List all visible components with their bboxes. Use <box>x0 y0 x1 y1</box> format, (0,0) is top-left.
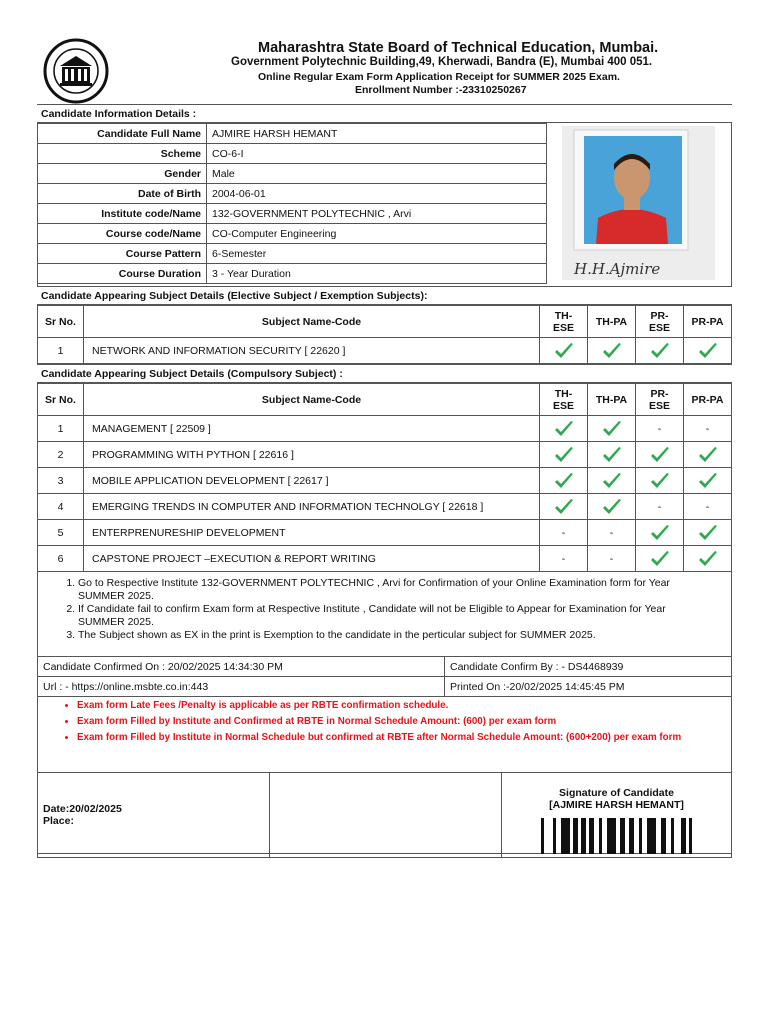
info-label: Gender <box>38 164 207 184</box>
check-icon <box>649 549 671 569</box>
subject-mark <box>588 442 636 468</box>
subject-mark <box>636 442 684 468</box>
check-icon <box>553 341 575 361</box>
info-label: Course Duration <box>38 264 207 284</box>
check-icon <box>553 419 575 439</box>
check-icon <box>697 471 719 491</box>
info-value: 6-Semester <box>207 244 547 264</box>
enrollment-number: Enrollment Number :-23310250267 <box>355 84 527 96</box>
subject-name: PROGRAMMING WITH PYTHON [ 22616 ] <box>84 442 540 468</box>
subject-mark: - <box>684 416 732 442</box>
subject-name: MOBILE APPLICATION DEVELOPMENT [ 22617 ] <box>84 468 540 494</box>
subject-mark: - <box>588 520 636 546</box>
photo-signature: H.H.Ajmire <box>574 260 661 278</box>
source-url: Url : - https://online.msbte.co.in:443 <box>38 677 445 697</box>
subject-mark <box>588 494 636 520</box>
candidate-info-row <box>38 204 547 224</box>
info-label: Institute code/Name <box>38 204 207 224</box>
subject-mark <box>540 442 588 468</box>
check-icon <box>553 497 575 517</box>
info-label: Course Pattern <box>38 244 207 264</box>
fee-notice-item: • Exam form Filled by Institute in Normal Schedule but confirmed at RBTE after Normal Schedule Amount: (600+200) per exam form <box>77 732 732 744</box>
barcode <box>541 814 693 854</box>
subject-header-row <box>38 384 732 416</box>
subject-sr: 3 <box>38 468 84 494</box>
compulsory-heading: Candidate Appearing Subject Details (Compulsory Subject) : <box>37 364 732 383</box>
printed-on: Printed On :-20/02/2025 14:45:45 PM <box>445 677 732 697</box>
candidate-info-row <box>38 264 547 284</box>
subject-mark: - <box>684 494 732 520</box>
candidate-info-table <box>37 123 547 284</box>
check-icon <box>649 445 671 465</box>
msbte-seal-logo <box>40 38 112 104</box>
board-address: Government Polytechnic Building,49, Kherwadi, Bandra (E), Mumbai 400 051. <box>231 56 653 68</box>
subject-mark <box>540 494 588 520</box>
candidate-photo <box>562 126 715 280</box>
check-icon <box>649 523 671 543</box>
subject-mark: - <box>540 520 588 546</box>
check-icon <box>601 341 623 361</box>
column-header: Sr No. <box>38 306 84 338</box>
subject-name: MANAGEMENT [ 22509 ] <box>84 416 540 442</box>
subject-mark <box>636 520 684 546</box>
subject-mark: - <box>588 546 636 572</box>
elective-heading: Candidate Appearing Subject Details (Elective Subject / Exemption Subjects): <box>37 286 732 305</box>
column-header: PR-PA <box>684 384 732 416</box>
subject-row <box>38 546 732 572</box>
subject-name: NETWORK AND INFORMATION SECURITY [ 22620 ] <box>84 338 540 364</box>
candidate-info-row <box>38 224 547 244</box>
footer-place: Place: <box>43 815 74 827</box>
check-icon <box>649 471 671 491</box>
subject-mark: - <box>540 546 588 572</box>
subject-sr: 4 <box>38 494 84 520</box>
subject-mark: - <box>636 494 684 520</box>
subject-mark <box>588 468 636 494</box>
subject-row <box>38 468 732 494</box>
info-value: Male <box>207 164 547 184</box>
column-header: TH-ESE <box>540 306 588 338</box>
blank-cell <box>270 773 502 858</box>
check-icon <box>601 471 623 491</box>
signature-cell <box>502 773 732 858</box>
compulsory-subjects-table <box>37 383 732 572</box>
column-header: Subject Name-Code <box>84 384 540 416</box>
column-header: PR-ESE <box>636 306 684 338</box>
board-title: Maharashtra State Board of Technical Education, Mumbai. <box>258 40 659 56</box>
check-icon <box>601 445 623 465</box>
check-icon <box>697 523 719 543</box>
subject-mark <box>588 416 636 442</box>
date-place-cell <box>38 773 270 858</box>
info-label: Candidate Full Name <box>38 124 207 144</box>
fee-notice-item: • Exam form Late Fees /Penalty is applicable as per RBTE confirmation schedule. <box>77 700 732 712</box>
subject-row <box>38 338 732 364</box>
subject-mark <box>636 468 684 494</box>
subject-mark: - <box>636 416 684 442</box>
info-value: 3 - Year Duration <box>207 264 547 284</box>
fee-notice-item: • Exam form Filled by Institute and Confirmed at RBTE in Normal Schedule Amount: (600) per exam form <box>77 716 732 728</box>
check-icon <box>601 497 623 517</box>
check-icon <box>553 445 575 465</box>
check-icon <box>697 445 719 465</box>
subject-mark <box>636 338 684 364</box>
instructions-list <box>37 575 732 642</box>
check-icon <box>649 341 671 361</box>
column-header: TH-ESE <box>540 384 588 416</box>
check-icon <box>553 471 575 491</box>
subject-sr: 5 <box>38 520 84 546</box>
instruction-item: 3. The Subject shown as EX in the print is Exemption to the candidate in the perticular subject for SUMMER 2025. <box>78 629 732 642</box>
check-icon <box>601 419 623 439</box>
info-label: Course code/Name <box>38 224 207 244</box>
info-value: CO-6-I <box>207 144 547 164</box>
instruction-item: 1. Go to Respective Institute 132-GOVERNMENT POLYTECHNIC , Arvi for Confirmation of your Online Examination form for Year SUMMER 2025. <box>78 577 732 603</box>
subject-mark <box>684 468 732 494</box>
column-header: Subject Name-Code <box>84 306 540 338</box>
info-label: Date of Birth <box>38 184 207 204</box>
footer-signature-table <box>37 772 732 858</box>
column-header: PR-ESE <box>636 384 684 416</box>
subject-name: CAPSTONE PROJECT –EXECUTION & REPORT WRITING <box>84 546 540 572</box>
subject-sr: 1 <box>38 338 84 364</box>
subject-mark <box>540 468 588 494</box>
confirmation-meta-table <box>37 656 732 697</box>
confirmed-on: Candidate Confirmed On : 20/02/2025 14:34:30 PM <box>38 657 445 677</box>
subject-header-row <box>38 306 732 338</box>
candidate-info-row <box>38 144 547 164</box>
candidate-info-row <box>38 164 547 184</box>
subject-name: ENTERPRENURESHIP DEVELOPMENT <box>84 520 540 546</box>
form-title: Online Regular Exam Form Application Receipt for SUMMER 2025 Exam. <box>258 71 620 83</box>
subject-sr: 6 <box>38 546 84 572</box>
candidate-info-row <box>38 124 547 144</box>
column-header: TH-PA <box>588 384 636 416</box>
info-value: AJMIRE HARSH HEMANT <box>207 124 547 144</box>
info-value: 132-GOVERNMENT POLYTECHNIC , Arvi <box>207 204 547 224</box>
info-label: Scheme <box>38 144 207 164</box>
confirmed-by: Candidate Confirm By : - DS4468939 <box>445 657 732 677</box>
subject-mark <box>684 442 732 468</box>
subject-mark <box>588 338 636 364</box>
check-icon <box>697 549 719 569</box>
subject-sr: 1 <box>38 416 84 442</box>
subject-sr: 2 <box>38 442 84 468</box>
subject-mark <box>684 546 732 572</box>
subject-mark <box>636 546 684 572</box>
info-value: CO-Computer Engineering <box>207 224 547 244</box>
signature-label: Signature of Candidate <box>559 787 674 799</box>
footer-date: Date:20/02/2025 <box>43 803 122 815</box>
signature-name: [AJMIRE HARSH HEMANT] <box>549 799 684 811</box>
subject-mark <box>684 520 732 546</box>
subject-row <box>38 494 732 520</box>
check-icon <box>697 341 719 361</box>
elective-subjects-table <box>37 305 732 364</box>
subject-mark <box>684 338 732 364</box>
fee-notice-list <box>37 700 732 748</box>
column-header: TH-PA <box>588 306 636 338</box>
subject-row <box>38 520 732 546</box>
column-header: Sr No. <box>38 384 84 416</box>
subject-mark <box>540 416 588 442</box>
candidate-info-heading: Candidate Information Details : <box>37 104 732 123</box>
candidate-info-row <box>38 244 547 264</box>
candidate-info-row <box>38 184 547 204</box>
subject-name: EMERGING TRENDS IN COMPUTER AND INFORMATION TECHNOLGY [ 22618 ] <box>84 494 540 520</box>
column-header: PR-PA <box>684 306 732 338</box>
instruction-item: 2. If Candidate fail to confirm Exam form at Respective Institute , Candidate will not be Eligible to Appear for Examination for Year SUMMER 2025. <box>78 603 732 629</box>
subject-mark <box>540 338 588 364</box>
subject-row <box>38 416 732 442</box>
info-value: 2004-06-01 <box>207 184 547 204</box>
candidate-photo-image <box>562 126 715 280</box>
subject-row <box>38 442 732 468</box>
